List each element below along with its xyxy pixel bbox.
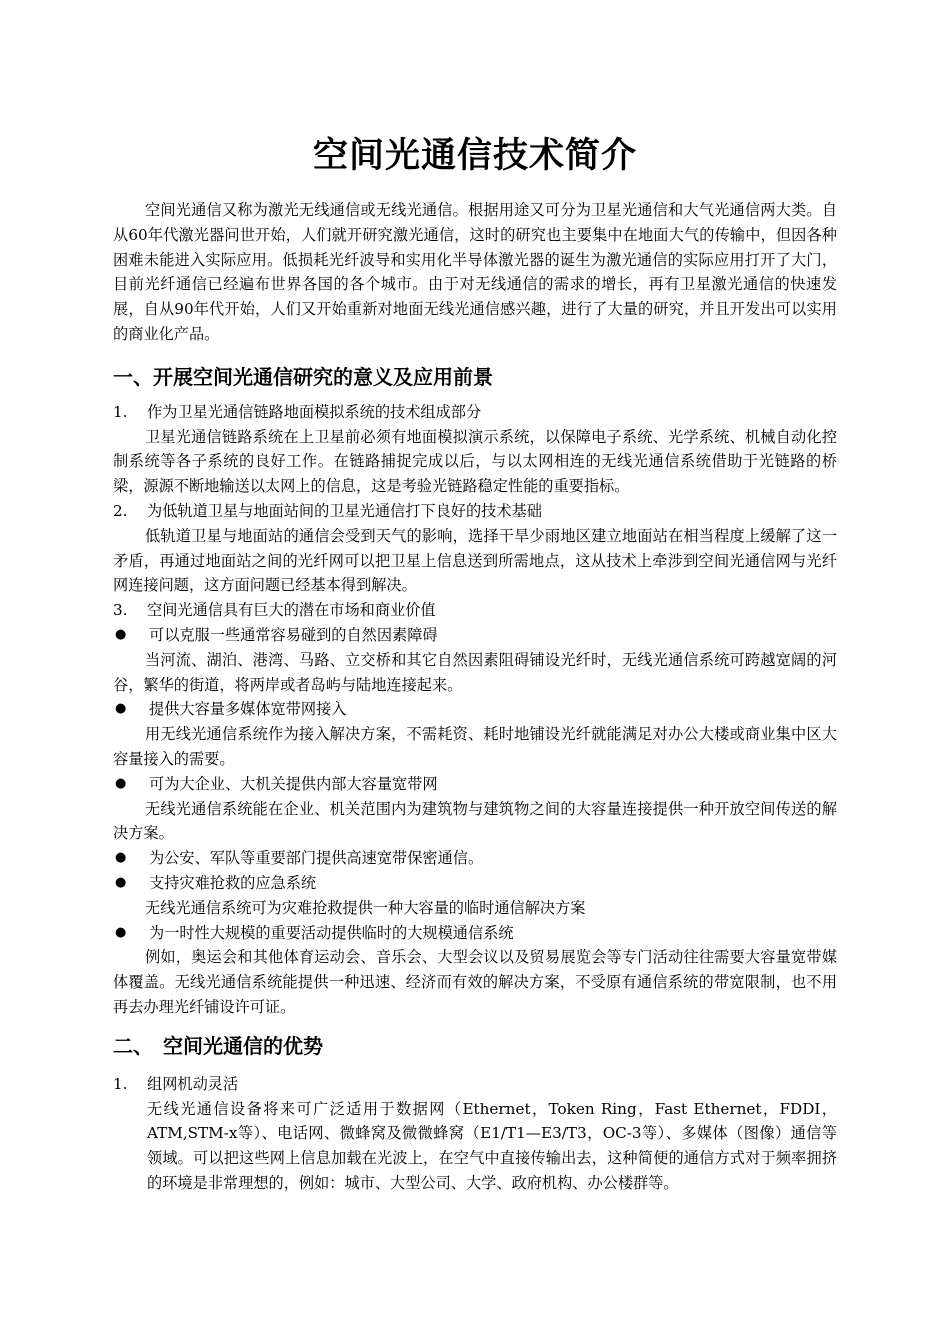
bullet-item-4: [113, 846, 837, 871]
intro-paragraph: 空间光通信又称为激光无线通信或无线光通信。根据用途又可分为卫星光通信和大气光通信两大类。自从60年代激光器问世开始，人们就开研究激光通信，这时的研究也主要集中在地面大气的传输中，但因各种困难未能进入实际应用。低损耗光纤波导和实用化半导体激光器的诞生为激光通信的实际应用打开了大门，目前光纤通信已经遍布世界各国的各个城市。由于对无线通信的需求的增长，再有卫星激光通信的快速发展，自从90年代开始，人们又开始重新对地面无线光通信感兴趣，进行了大量的研究，并且开发出可以实用的商业化产品。: [113, 201, 837, 343]
item-label: 组网机动灵活: [147, 1074, 239, 1093]
bullet-label: 支持灾难抢救的应急系统: [149, 873, 317, 892]
bullet-label: 为一时性大规模的重要活动提供临时的大规模通信系统: [149, 923, 514, 942]
bullet-item-3-text: 无线光通信系统能在企业、机关范围内为建筑物与建筑物之间的大容量连接提供一种开放空间传送的解决方案。: [113, 799, 837, 843]
bullet-item-6-text: 例如，奥运会和其他体育运动会、音乐会、大型会议以及贸易展览会等专门活动往往需要大容量宽带媒体覆盖。无线光通信系统能提供一种迅速、经济而有效的解决方案，不受原有通信系统的带宽限制，也不用再去办理光纤铺设许可证。: [113, 948, 837, 1016]
bullet-item-5-text: 无线光通信系统可为灾难抢救提供一种大容量的临时通信解决方案: [145, 898, 586, 917]
bullet-label: 可为大企业、大机关提供内部大容量宽带网: [149, 774, 438, 793]
bullet-icon: ●: [115, 850, 127, 866]
bullet-item-1-text: 当河流、湖泊、港湾、马路、立交桥和其它自然因素阻碍铺设光纤时，无线光通信系统可跨越宽阔的河谷，繁华的街道，将两岸或者岛屿与陆地连接起来。: [113, 650, 837, 694]
section-2-item-1-text: 无线光通信设备将来可广泛适用于数据网（Ethernet，Token Ring，Fast Ethernet，FDDI，ATM,STM-x等）、电话网、微蜂窝及微微蜂窝（E1/T1—E3/T3，OC-3等）、多媒体（图像）通信等领域。可以把这些网上信息加载在光波上，在空气中直接传输出去，这种简便的通信方式对于频率拥挤的环境是非常理想的，例如：城市、大型公司、大学、政府机构、办公楼群等。: [147, 1099, 837, 1192]
bullet-item-6: [113, 921, 837, 946]
item-label: 作为卫星光通信链路地面模拟系统的技术组成部分: [147, 402, 482, 421]
section-1-item-1-text: 卫星光通信链路系统在上卫星前必须有地面模拟演示系统，以保障电子系统、光学系统、机械自动化控制系统等各子系统的良好工作。在链路捕捉完成以后，与以太网相连的无线光通信系统借助于光链路的桥梁，源源不断地输送以太网上的信息，这是考验光链路稳定性能的重要指标。: [113, 427, 837, 496]
document-body: [113, 198, 837, 1196]
section-1-item-2: [113, 499, 837, 524]
section-1-item-1: [113, 400, 837, 425]
bullet-icon: ●: [115, 924, 127, 940]
section-2-item-1: [113, 1072, 837, 1097]
section-1-heading: 一、开展空间光通信研究的意义及应用前景: [113, 364, 493, 389]
bullet-label: 提供大容量多媒体宽带网接入: [149, 700, 347, 719]
item-number: 1.: [113, 402, 128, 421]
bullet-item-1: [113, 623, 837, 648]
bullet-item-5: [113, 871, 837, 896]
section-1-item-3: [113, 598, 837, 623]
item-label: 空间光通信具有巨大的潜在市场和商业价值: [147, 601, 436, 620]
bullet-icon: ●: [115, 874, 127, 890]
item-label: 为低轨道卫星与地面站间的卫星光通信打下良好的技术基础: [147, 501, 542, 520]
document-title: 空间光通信技术简介: [312, 135, 637, 176]
bullet-icon: ●: [115, 775, 127, 791]
bullet-item-2: [113, 697, 837, 722]
bullet-icon: ●: [115, 626, 127, 642]
section-2-heading: 二、 空间光通信的优势: [113, 1033, 323, 1058]
bullet-item-3: [113, 772, 837, 797]
bullet-label: 可以克服一些通常容易碰到的自然因素障碍: [149, 625, 438, 644]
item-number: 1.: [113, 1074, 128, 1093]
item-number: 3.: [113, 601, 128, 620]
bullet-icon: ●: [115, 701, 127, 717]
bullet-item-2-text: 用无线光通信系统作为接入解决方案，不需耗资、耗时地铺设光纤就能满足对办公大楼或商业集中区大容量接入的需要。: [113, 725, 837, 768]
bullet-label: 为公安、军队等重要部门提供高速宽带保密通信。: [149, 849, 484, 868]
item-number: 2.: [113, 501, 128, 520]
section-1-item-2-text: 低轨道卫星与地面站的通信会受到天气的影响，选择干旱少雨地区建立地面站在相当程度上缓解了这一矛盾，再通过地面站之间的光纤网可以把卫星上信息送到所需地点，这从技术上牵涉到空间光通信网与光纤网连接问题，这方面问题已经基本得到解决。: [113, 526, 837, 595]
